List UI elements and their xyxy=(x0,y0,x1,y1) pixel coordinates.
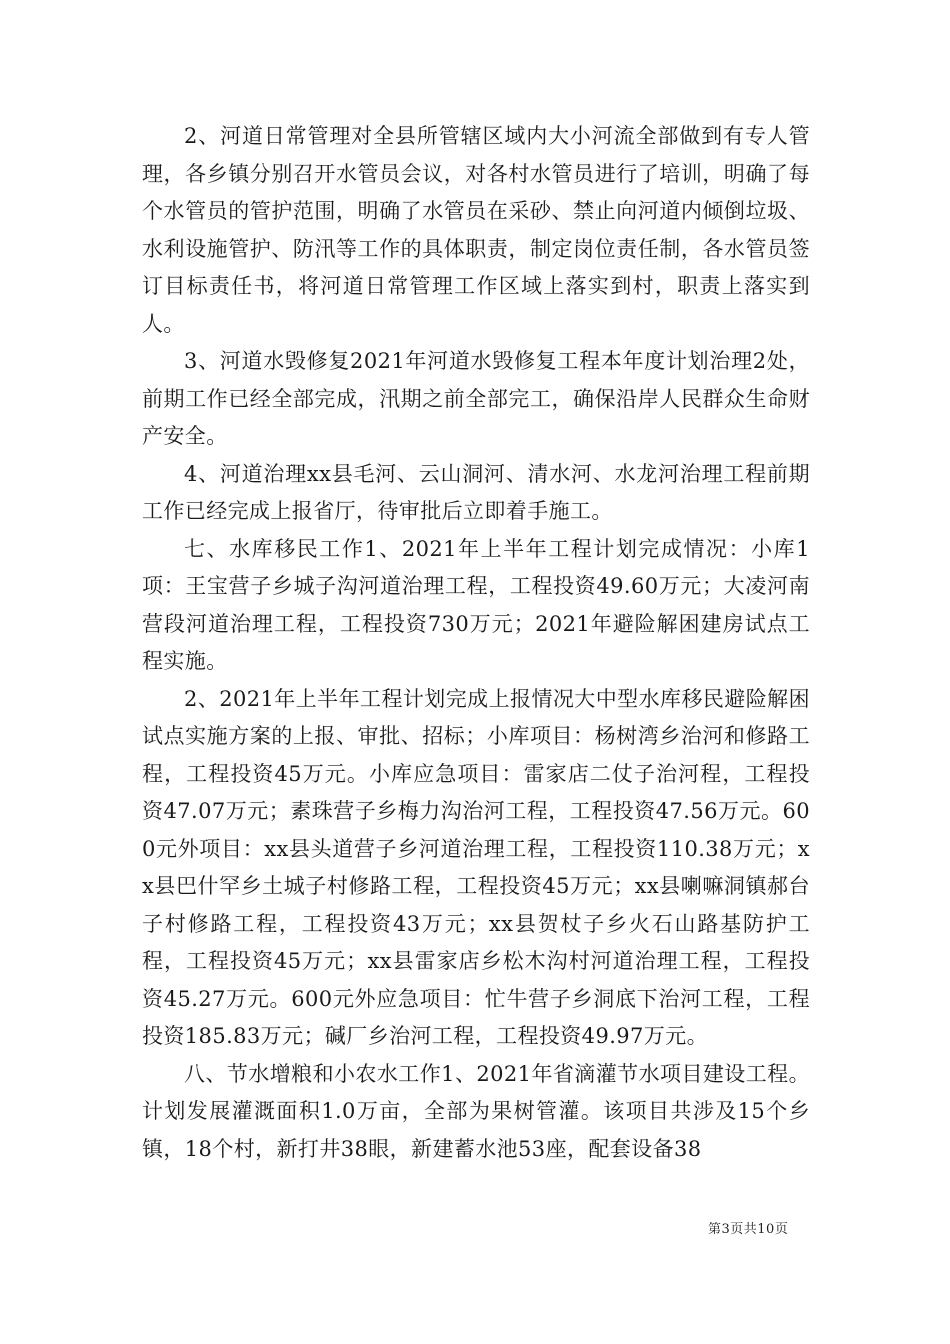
page-number-footer: 第3页共10页 xyxy=(708,1222,789,1237)
paragraph-river-governance: 4、河道治理xx县毛河、云山洞河、清水河、水龙河治理工程前期工作已经完成上报省厅，待审批后立即着手施工。 xyxy=(142,461,810,523)
paragraph-river-daily-management: 2、河道日常管理对全县所管辖区域内大小河流全部做到有专人管理，各乡镇分别召开水管员会议，对各村水管员进行了培训，明确了每个水管员的管护范围，明确了水管员在采砂、禁止向河道内倾倒垃圾、水利设施管护、防汛等工作的具体职责，制定岗位责任制，各水管员签订目标责任书，将河道日常管理工作区域上落实到村，职责上落实到人。 xyxy=(142,124,810,336)
paragraph-water-saving: 八、节水增粮和小农水工作1、2021年省滴灌节水项目建设工程。计划发展灌溉面积1.0万亩，全部为果树管灌。该项目共涉及15个乡镇，18个村，新打井38眼，新建蓄水池53座，配套设备38 xyxy=(142,1061,810,1161)
document-body xyxy=(142,118,810,1168)
paragraph-project-reporting: 2、2021年上半年工程计划完成上报情况大中型水库移民避险解困试点实施方案的上报、审批、招标；小库项目：杨树湾乡治河和修路工程，工程投资45万元。小库应急项目：雷家店二仗子治河程，工程投资47.07万元；素珠营子乡梅力沟治河工程，工程投资47.56万元。600元外项目：xx县头道营子乡河道治理工程，工程投资110.38万元；xx县巴什罕乡土城子村修路工程，工程投资45万元；xx县喇嘛洞镇郝台子村修路工程，工程投资43万元；xx县贺杖子乡火石山路基防护工程，工程投资45万元；xx县雷家店乡松木沟村河道治理工程，工程投资45.27万元。600元外应急项目：忙牛营子乡洞底下治河工程，工程投资185.83万元；碱厂乡治河工程，工程投资49.97万元。 xyxy=(142,686,810,1048)
paragraph-reservoir-resettlement: 七、水库移民工作1、2021年上半年工程计划完成情况：小库1项：王宝营子乡城子沟河道治理工程，工程投资49.60万元；大凌河南营段河道治理工程，工程投资730万元；2021年避险解困建房试点工程实施。 xyxy=(142,536,810,673)
paragraph-flood-damage-repair: 3、河道水毁修复2021年河道水毁修复工程本年度计划治理2处，前期工作已经全部完成，汛期之前全部完工，确保沿岸人民群众生命财产安全。 xyxy=(142,349,810,448)
